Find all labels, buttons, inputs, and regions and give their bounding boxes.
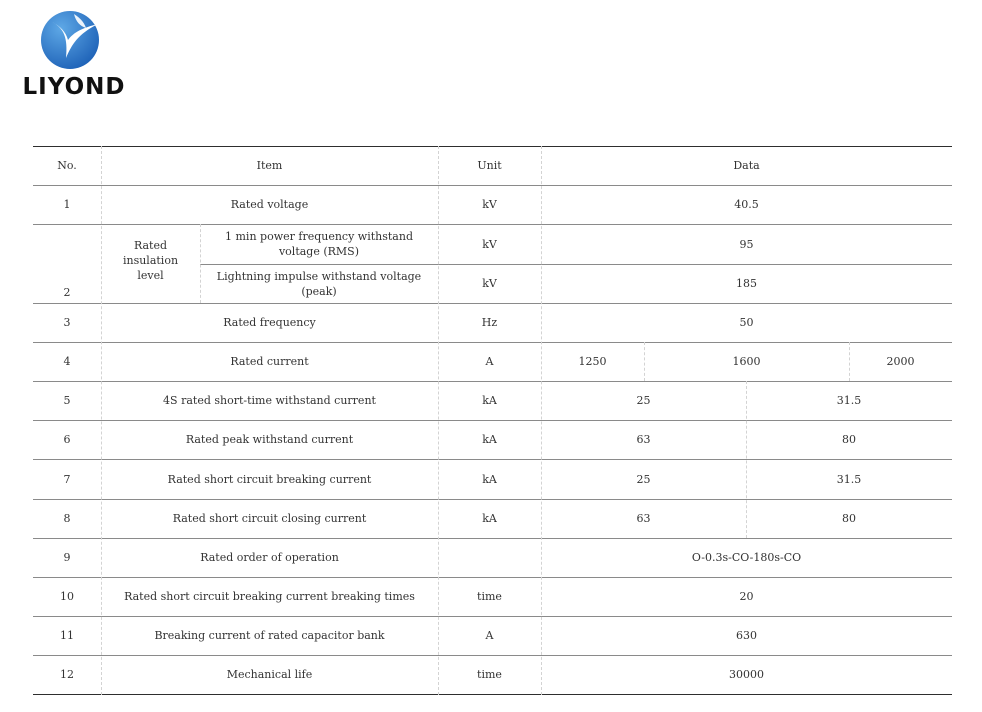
header-no: No. [57, 159, 77, 172]
row-data: 31.5 [836, 394, 862, 407]
row-unit: kA [482, 512, 497, 525]
row-item: Breaking current of rated capacitor bank [154, 629, 385, 642]
row-item: Rated short circuit breaking current [167, 472, 372, 486]
row-no: 3 [63, 316, 71, 329]
liyond-swoosh-icon [38, 8, 106, 72]
row-sub-item: 1 min power frequency withstand voltage (RMS) [225, 230, 413, 258]
row-unit: kA [482, 394, 497, 407]
row-item: Rated order of operation [200, 551, 339, 564]
row-data: 80 [842, 433, 856, 446]
row-no: 2 [63, 286, 71, 299]
row-item: Rated voltage [230, 198, 309, 211]
header-unit: Unit [477, 159, 502, 172]
row-data: 25 [636, 394, 651, 407]
brand-name: LIYOND [22, 74, 126, 100]
row-unit: A [485, 629, 494, 642]
row-unit: kV [482, 198, 497, 211]
row-data: 95 [739, 237, 754, 251]
row-no: 8 [63, 512, 71, 525]
row-data: 185 [736, 277, 757, 290]
row-data: 2000 [886, 355, 915, 368]
row-item: Rated short circuit closing current [172, 512, 367, 525]
row-item: Rated frequency [223, 316, 316, 329]
row-item: 4S rated short-time withstand current [163, 394, 376, 407]
row-item: Mechanical life [226, 668, 313, 681]
row-unit [438, 538, 541, 577]
row-data: 1600 [732, 355, 761, 368]
row-no: 1 [63, 198, 71, 211]
row-item-group: Rated insulation level [122, 239, 179, 282]
row-no: 9 [63, 551, 71, 564]
row-data: 50 [739, 316, 754, 329]
row-unit: kV [482, 277, 497, 290]
row-data: 1250 [578, 355, 607, 368]
row-no: 11 [60, 629, 74, 642]
row-unit: Hz [481, 316, 498, 329]
row-data: 63 [636, 512, 651, 525]
row-sub-item: Lightning impulse withstand voltage (peak) [216, 269, 422, 298]
row-unit: time [477, 668, 502, 681]
specifications-table [33, 146, 952, 695]
row-item: Rated peak withstand current [185, 433, 354, 446]
row-unit: kV [482, 237, 497, 251]
row-unit: kA [482, 433, 497, 446]
brand-logo [20, 8, 128, 100]
row-no: 5 [63, 394, 71, 407]
row-no: 10 [60, 590, 74, 603]
row-data: 40.5 [734, 198, 759, 211]
row-item: Rated current [230, 355, 309, 368]
row-data: 25 [636, 472, 651, 486]
row-data: 20 [739, 590, 754, 603]
header-data: Data [733, 159, 760, 172]
row-no: 6 [63, 433, 71, 446]
row-data: 31.5 [836, 472, 862, 486]
row-item: Rated short circuit breaking current breaking times [124, 590, 415, 603]
row-data: 63 [636, 433, 651, 446]
row-unit: A [485, 355, 494, 368]
row-no: 4 [63, 355, 71, 368]
row-data: 630 [736, 629, 757, 642]
row-no: 7 [63, 472, 71, 486]
row-data: O-0.3s-CO-180s-CO [691, 551, 802, 564]
row-data: 80 [842, 512, 856, 525]
header-item: Item [256, 159, 283, 172]
row-unit: kA [482, 472, 497, 486]
row-unit: time [477, 590, 502, 603]
row-data: 30000 [729, 668, 764, 681]
row-no: 12 [60, 668, 74, 681]
table-rule-bottom [33, 694, 952, 695]
